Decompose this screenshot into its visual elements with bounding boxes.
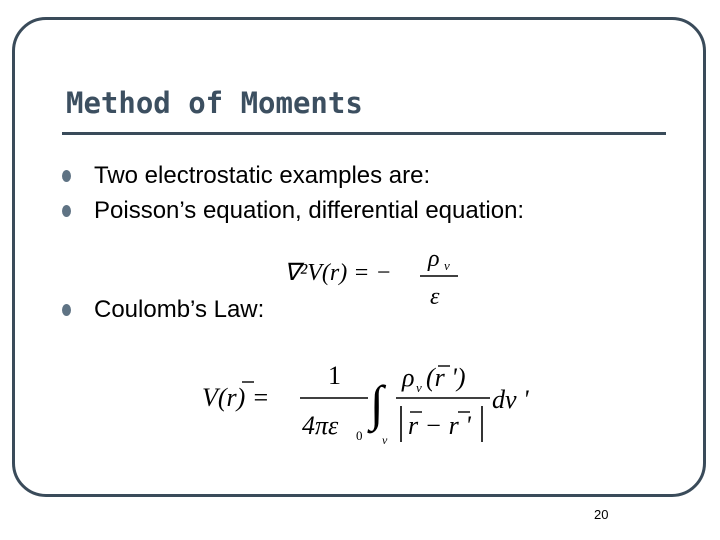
slide-title: Method of Moments [66, 86, 363, 120]
page-number: 20 [594, 507, 609, 522]
integral-sign: ∫ [370, 375, 384, 431]
integrand-den: r − r ' [408, 411, 471, 440]
integrand-num: ρ [402, 363, 415, 392]
title-underline [62, 132, 666, 135]
differential: dv ' [492, 385, 529, 414]
poisson-numerator-sub: v [444, 258, 450, 273]
bullet-dot-icon [62, 170, 71, 182]
bullet-text: Poisson’s equation, differential equation: [94, 197, 525, 224]
coulomb-lhs: V(r) = [202, 383, 270, 412]
integrand-num-arg: (r ') [426, 363, 466, 392]
poisson-denominator: ε [430, 284, 440, 310]
bullet-text: Coulomb’s Law: [94, 296, 265, 323]
poisson-lhs: ∇²V(r) = − [284, 260, 392, 286]
integral-sub: v [382, 433, 388, 447]
poisson-numerator: ρ [428, 246, 440, 272]
integrand-num-sub: v [416, 380, 422, 395]
coulomb-frac-den-sub: 0 [356, 428, 363, 443]
poisson-equation [280, 238, 480, 318]
coulomb-frac-den: 4πε [302, 411, 339, 440]
bullet-dot-icon [62, 205, 71, 217]
bullet-text: Two electrostatic examples are: [94, 162, 431, 189]
coulomb-frac-num: 1 [328, 361, 341, 390]
bullet-dot-icon [62, 304, 71, 316]
coulomb-equation [198, 352, 538, 452]
